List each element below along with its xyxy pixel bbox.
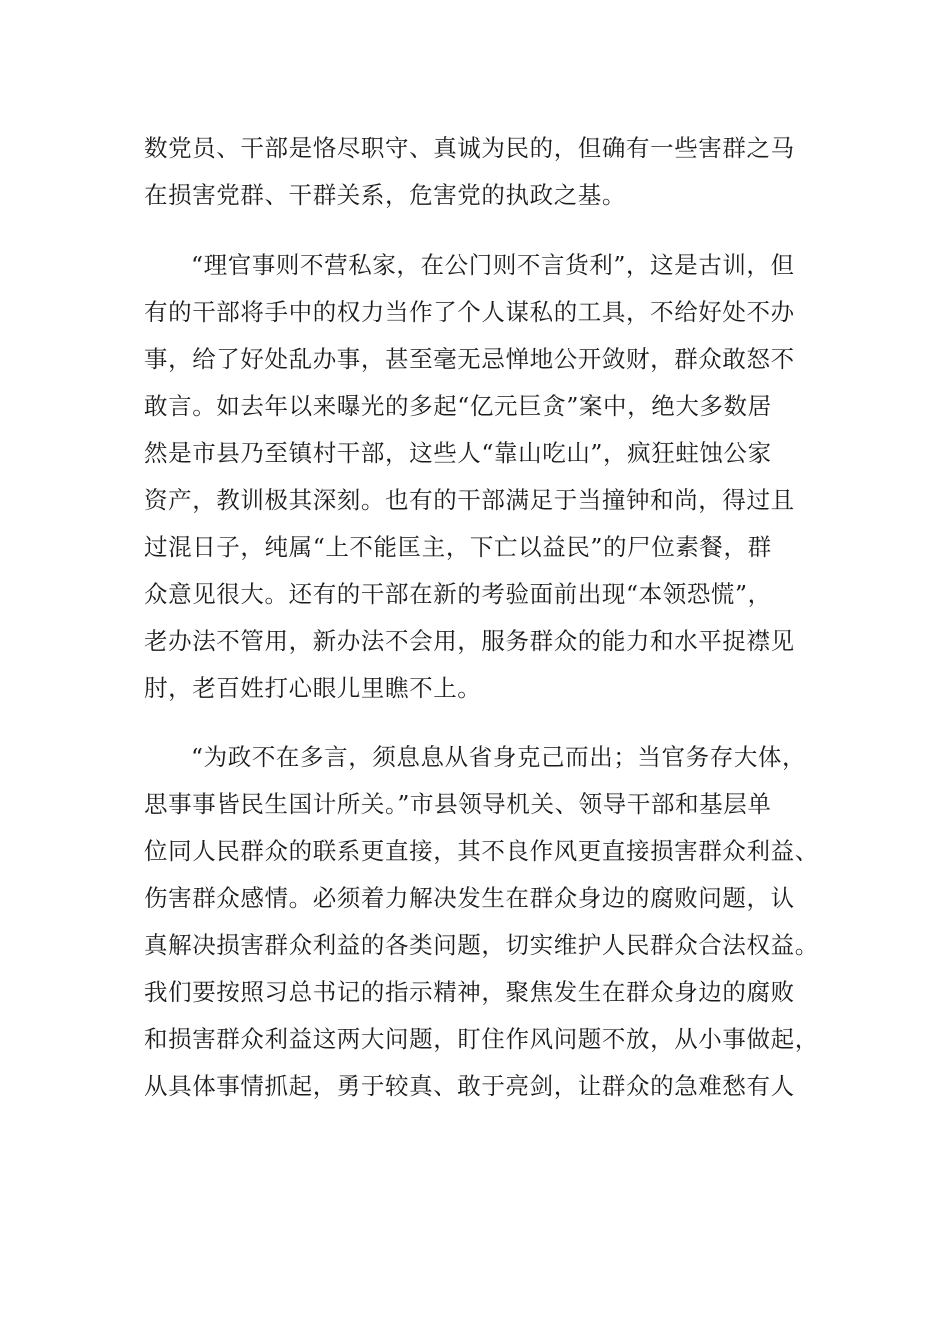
text-line: 众意见很大。还有的干部在新的考验面前出现“本领恐慌”， xyxy=(144,580,772,608)
text-line: 真解决损害群众利益的各类问题，切实维护人民群众合法权益。 xyxy=(144,931,819,959)
text-line: 位同人民群众的联系更直接，其不良作风更直接损害群众利益、 xyxy=(144,837,819,865)
text-line: 事，给了好处乱办事，甚至毫无忌惮地公开敛财，群众敢怒不 xyxy=(144,345,795,373)
text-line: 敢言。如去年以来曝光的多起“亿元巨贪”案中，绝大多数居 xyxy=(144,392,772,420)
paragraph-ancient-maxim xyxy=(144,242,824,712)
text-line: 和损害群众利益这两大问题，盯住作风问题不放，从小事做起， xyxy=(144,1025,819,1053)
text-line: 老办法不管用，新办法不会用，服务群众的能力和水平捉襟见 xyxy=(144,627,795,655)
text-line: “理官事则不营私家，在公门则不言货利”，这是古训，但 xyxy=(191,251,795,279)
text-line: 然是市县乃至镇村干部，这些人“靠山吃山”，疯狂蛀蚀公家 xyxy=(144,439,772,467)
text-line: 我们要按照习总书记的指示精神，聚焦发生在群众身边的腐败 xyxy=(144,978,795,1006)
text-line: 伤害群众感情。必须着力解决发生在群众身边的腐败问题，认 xyxy=(144,884,795,912)
text-line: 过混日子，纯属“上不能匡主，下亡以益民”的尸位素餐，群 xyxy=(144,533,772,561)
text-line: 数党员、干部是恪尽职守、真诚为民的，但确有一些害群之马 xyxy=(144,134,795,162)
text-line: 资产，教训极其深刻。也有的干部满足于当撞钟和尚，得过且 xyxy=(144,486,795,514)
paragraph-governance xyxy=(144,734,824,1110)
text-line: 思事事皆民生国计所关。”市县领导机关、领导干部和基层单 xyxy=(144,790,772,818)
text-line: 从具体事情抓起，勇于较真、敢于亮剑，让群众的急难愁有人 xyxy=(144,1072,795,1100)
text-line: “为政不在多言，须息息从省身克己而出；当官务存大体， xyxy=(191,743,807,771)
text-line: 在损害党群、干群关系，危害党的执政之基。 xyxy=(144,181,626,209)
text-line: 有的干部将手中的权力当作了个人谋私的工具，不给好处不办 xyxy=(144,298,795,326)
text-line: 肘，老百姓打心眼儿里瞧不上。 xyxy=(144,674,482,702)
paragraph-continuation xyxy=(144,125,824,219)
